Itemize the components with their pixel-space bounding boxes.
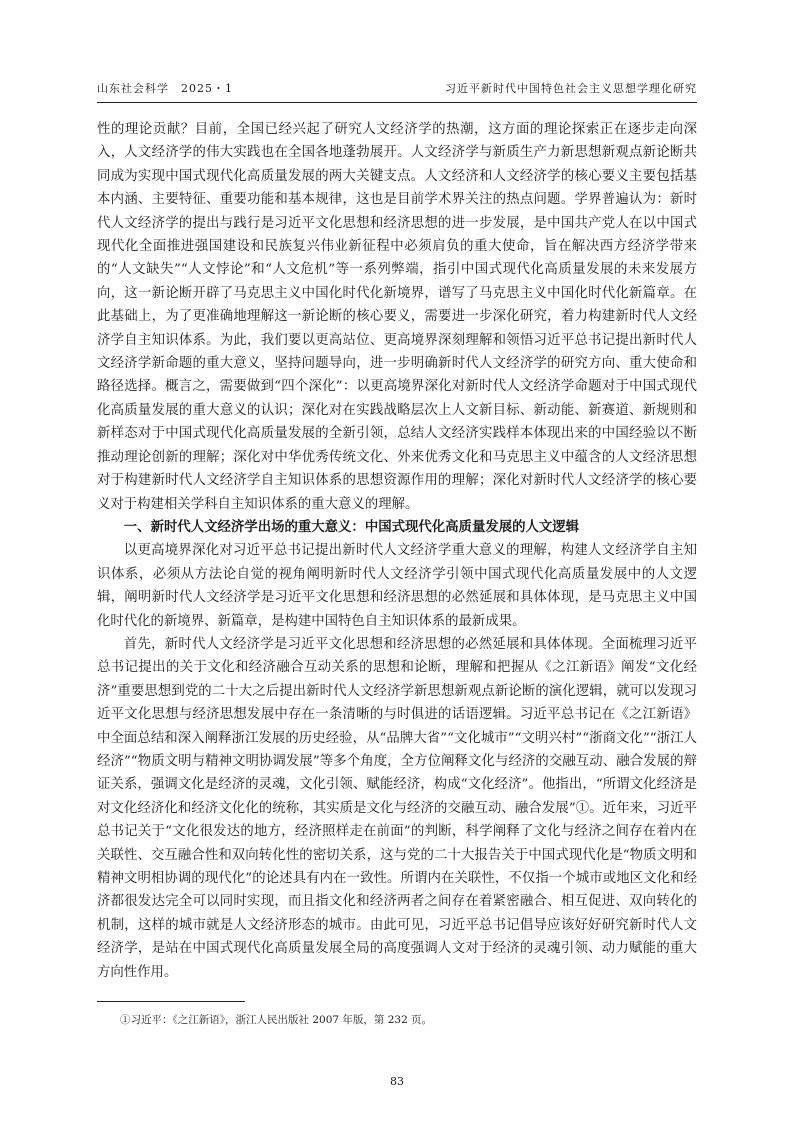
journal-issue: 山东社会科学 2025・1 [97, 82, 233, 95]
running-title: 习近平新时代中国特色社会主义思想学理化研究 [445, 82, 697, 95]
footnote-divider [97, 1001, 245, 1002]
section-heading: 一、新时代人文经济学出场的重大意义：中国式现代化高质量发展的人文逻辑 [123, 519, 580, 535]
paragraph: 以更高境界深化对习近平总书记提出新时代人文经济学重大意义的理解，构建人文经济学自主知识体系，必须从方法论自觉的视角阐明新时代人文经济学引领中国式现代化高质量发展中的人文逻辑，阐明新时代人文经济学是习近平文化思想和经济思想的必然延展和具体体现，是马克思主义中国化时代化的新境界、新篇章，是构建中国特色自主知识体系的最新成果。 [97, 543, 697, 629]
paragraph-continued: 性的理论贡献？目前，全国已经兴起了研究人文经济学的热潮，这方面的理论探索正在逐步走向深入，人文经济学的伟大实践也在全国各地蓬勃展开。人文经济学与新质生产力新思想新观点新论断共同成为实现中国式现代化高质量发展的两大关键支点。人文经济和人文经济学的核心要义主要包括基本内涵、主要特征、重要功能和基本规律，这也是目前学术界关注的热点问题。学界普遍认为：新时代人文经济学的提出与践行是习近平文化思想和经济思想的进一步发展，是中国共产党人在以中国式现代化全面推进强国建设和民族复兴伟业新征程中必须肩负的重大使命，旨在解决西方经济学带来的“人文缺失”“人文悖论”和“人文危机”等一系列弊端，指引中国式现代化高质量发展的未来发展方向，这一新论断开辟了马克思主义中国化时代化新境界，谱写了马克思主义中国化时代化新篇章。在此基础上，为了更准确地理解这一新论断的核心要义，需要进一步深化研究，着力构建新时代人文经济学自主知识体系。为此，我们要以更高站位、更高境界深刻理解和领悟习近平总书记提出新时代人文经济学新命题的重大意义，坚持问题导向，进一步明确新时代人文经济学的研究方向、重大使命和路径选择。概言之，需要做到“四个深化”：以更高境界深化对新时代人文经济学命题对于中国式现代化高质量发展的重大意义的认识；深化对在实践战略层次上人文新目标、新动能、新赛道、新规则和新样态对于中国式现代化高质量发展的全新引领，总结人文经济实践样本体现出来的中国经验以不断推动理论创新的理解；深化对中华优秀传统文化、外来优秀文化和马克思主义中蕴含的人文经济思想对于构建新时代人文经济学自主知识体系的思想资源作用的理解；深化对新时代人文经济学的核心要义对于构建相关学科自主知识体系的重大意义的理解。 [97, 122, 697, 512]
running-header [97, 80, 697, 100]
paragraph: 首先，新时代人文经济学是习近平文化思想和经济思想的必然延展和具体体现。全面梳理习近平总书记提出的关于文化和经济融合互动关系的思想和论断，理解和把握从《之江新语》阐发“文化经济”重要思想到党的二十大之后提出新时代人文经济学新思想新观点新论断的演化逻辑，就可以发现习近平文化思想与经济思想发展中存在一条清晰的与时俱进的话语逻辑。习近平总书记在《之江新语》中全面总结和深入阐释浙江发展的历史经验，从“品牌大省”“文化城市”“文明兴村”“浙商文化”“浙江人经济”“物质文明与精神文明协调发展”等多个角度，全方位阐释文化与经济的交融互动、融合发展的辩证关系，强调文化是经济的灵魂，文化引领、赋能经济，构成“文化经济”。他指出，“所谓文化经济是对文化经济化和经济文化化的统称，其实质是文化与经济的交融互动、融合发展”①。近年来，习近平总书记关于“文化很发达的地方，经济照样走在前面”的判断，科学阐释了文化与经济之间存在着内在关联性、交互融合性和双向转化性的密切关系，这与党的二十大报告关于中国式现代化是“物质文明和精神文明相协调的现代化”的论述具有内在一致性。所谓内在关联性，不仅指一个城市或地区文化和经济都很发达完全可以同时实现，而且指文化和经济两者之间存在着紧密融合、相互促进、双向转化的机制，这样的城市就是人文经济形态的城市。由此可见，习近平总书记倡导应该好好研究新时代人文经济学，是站在中国式现代化高质量发展全局的高度强调人文对于经济的灵魂引领、动力赋能的重大方向性作用。 [97, 636, 697, 980]
footnote: ①习近平：《之江新语》，浙江人民出版社 2007 年版，第 232 页。 [120, 1014, 433, 1026]
page-number: 83 [390, 1075, 404, 1088]
article-body [97, 118, 697, 984]
header-divider [97, 102, 697, 103]
